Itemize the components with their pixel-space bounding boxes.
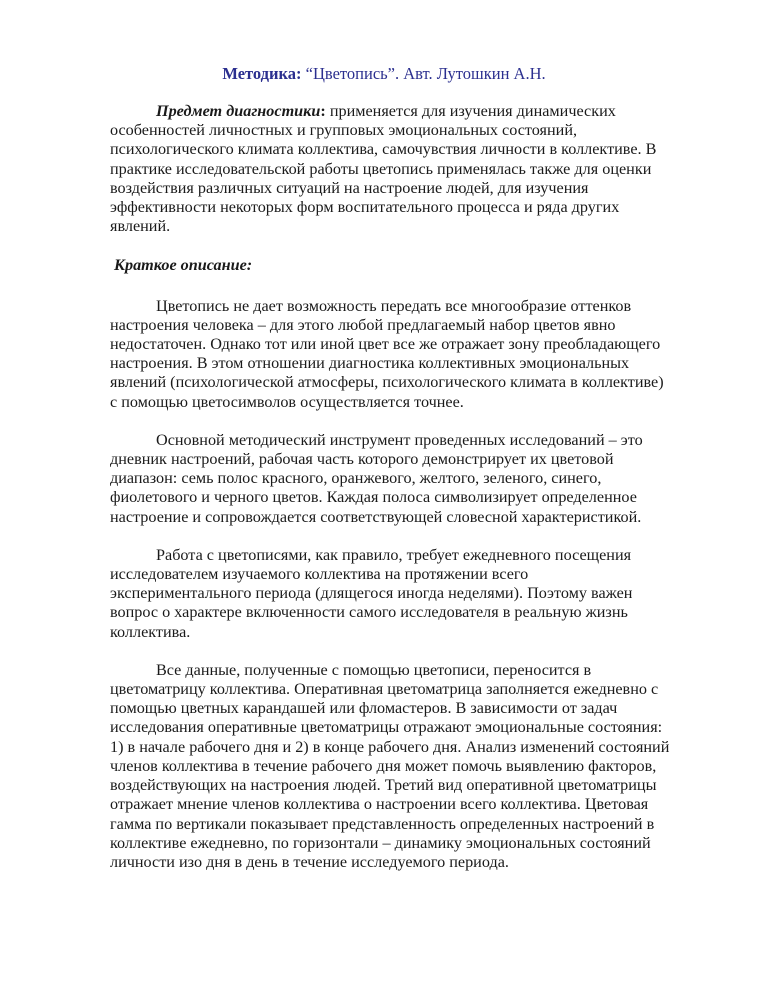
subject-text: применяется для изучения динамических особенностей личностных и групповых эмоциональных состояний, психологического климата коллектива, самочувствия личности в коллективе. В практике исследовательской работы цветопись применялась также для оценки воздействия различных ситуаций на настроение людей, для изучения эффективности некоторых форм воспитательного процесса и ряда других явлений. <box>110 102 657 236</box>
body-paragraph: Цветопись не дает возможность передать все многообразие оттенков настроения человека – для этого любой предлагаемый набор цветов явно недостаточен. Однако тот или иной цвет все же отражает зону преобладающего настроения. В этом отношении диагностика коллективных эмоциональных явлений (психологической атмосферы, психологического климата в коллективе) с помощью цветосимволов осуществляется точнее. <box>110 296 664 411</box>
document-title <box>0 64 768 84</box>
title-label: Методика: <box>222 64 302 83</box>
brief-description-heading: Краткое описание: <box>114 256 253 275</box>
document-body <box>110 102 672 872</box>
subject-label: Предмет диагностики <box>156 102 321 120</box>
title-text: “Цветопись”. Авт. Лутошкин А.Н. <box>301 64 546 83</box>
body-paragraph: Работа с цветописями, как правило, требует ежедневного посещения исследователем изучаемого коллектива на протяжении всего экспериментального периода (длящегося иногда неделями). Поэтому важен вопрос о характере включенности самого исследователя в реальную жизнь коллектива. <box>110 545 633 641</box>
subject-paragraph <box>110 102 672 236</box>
body-paragraph: Все данные, полученные с помощью цветописи, переносится в цветоматрицу коллектива. Оперативная цветоматрица заполняется ежедневно с помощью цветных карандашей или фломастеров. В зависимости от задач исследования оперативные цветоматрицы отражают эмоциональные состояния: 1) в начале рабочего дня и 2) в конце рабочего дня. Анализ изменений состояний членов коллектива в течение рабочего дня может помочь выявлению факторов, воздействующих на настроения людей. Третий вид оперативной цветоматрицы отражает мнение членов коллектива о настроении всего коллектива. Цветовая гамма по вертикали показывает представленность определенных настроений в коллективе ежедневно, по горизонтали – динамику эмоциональных состояний личности изо дня в день в течение исследуемого периода. <box>110 660 670 871</box>
body-paragraph: Основной методический инструмент проведенных исследований – это дневник настроений, рабочая часть которого демонстрирует их цветовой диапазон: семь полос красного, оранжевого, желтого, зеленого, синего, фиолетового и черного цветов. Каждая полоса символизирует определенное настроение и сопровождается соответствующей словесной характеристикой. <box>110 430 643 526</box>
subject-colon: : <box>320 102 326 120</box>
